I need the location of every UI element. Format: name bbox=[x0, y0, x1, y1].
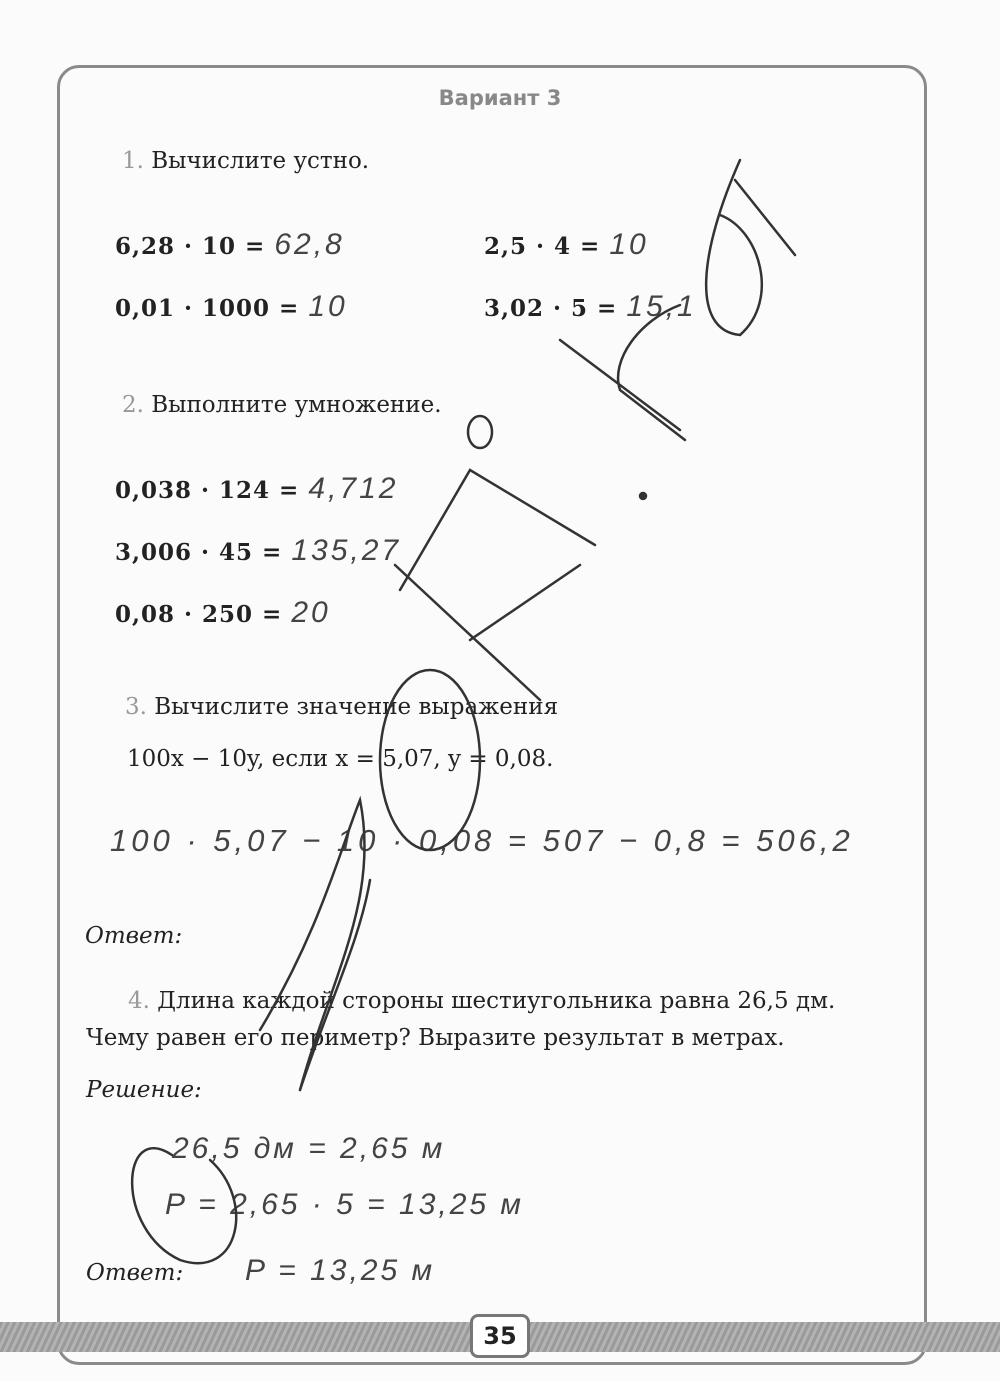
answer-label: Ответ: bbox=[86, 1260, 184, 1286]
handwritten-answer: 4,712 bbox=[308, 472, 399, 505]
expression: 0,01 · 1000 = bbox=[115, 295, 300, 322]
handwritten-answer: 10 bbox=[609, 228, 649, 261]
task3-solution: 100 · 5,07 − 10 · 0,08 = 507 − 0,8 = 506,2 bbox=[110, 823, 854, 858]
task-number: 1. bbox=[122, 148, 144, 174]
solution-label: Решение: bbox=[86, 1077, 202, 1103]
handwritten-answer: 10 bbox=[308, 290, 348, 323]
task3-condition: 100x − 10y, если x = 5,07, y = 0,08. bbox=[127, 746, 554, 772]
task-text: Вычислите значение выражения bbox=[154, 694, 559, 720]
task4-solution-line2: P = 2,65 · 5 = 13,25 м bbox=[165, 1188, 524, 1221]
expression: 0,08 · 250 = bbox=[115, 601, 283, 628]
task-number: 2. bbox=[122, 392, 144, 418]
expression: 3,006 · 45 = bbox=[115, 539, 283, 566]
task-number: 3. bbox=[125, 694, 147, 720]
variant-title: Вариант 3 bbox=[438, 86, 562, 110]
expression: 3,02 · 5 = bbox=[484, 295, 618, 322]
handwritten-answer: 135,27 bbox=[291, 534, 402, 567]
expression: 6,28 · 10 = bbox=[115, 233, 266, 260]
page-number: 35 bbox=[470, 1314, 530, 1358]
handwritten-answer: 15,1 bbox=[626, 290, 697, 323]
task-number: 4. bbox=[128, 988, 150, 1014]
task4-text-line2: Чему равен его периметр? Выразите результат в метрах. bbox=[86, 1025, 785, 1051]
answer-label: Ответ: bbox=[85, 923, 183, 949]
task4-answer: P = 13,25 м bbox=[245, 1254, 436, 1287]
expression: 2,5 · 4 = bbox=[484, 233, 601, 260]
handwritten-answer: 20 bbox=[291, 596, 331, 629]
task4-solution-line1: 26,5 дм = 2,65 м bbox=[172, 1132, 446, 1165]
task-text: Вычислите устно. bbox=[151, 148, 370, 174]
expression: 0,038 · 124 = bbox=[115, 477, 300, 504]
task-text: Длина каждой стороны шестиугольника равна 26,5 дм. bbox=[157, 988, 836, 1014]
task-text: Выполните умножение. bbox=[151, 392, 442, 418]
handwritten-answer: 62,8 bbox=[274, 228, 345, 261]
